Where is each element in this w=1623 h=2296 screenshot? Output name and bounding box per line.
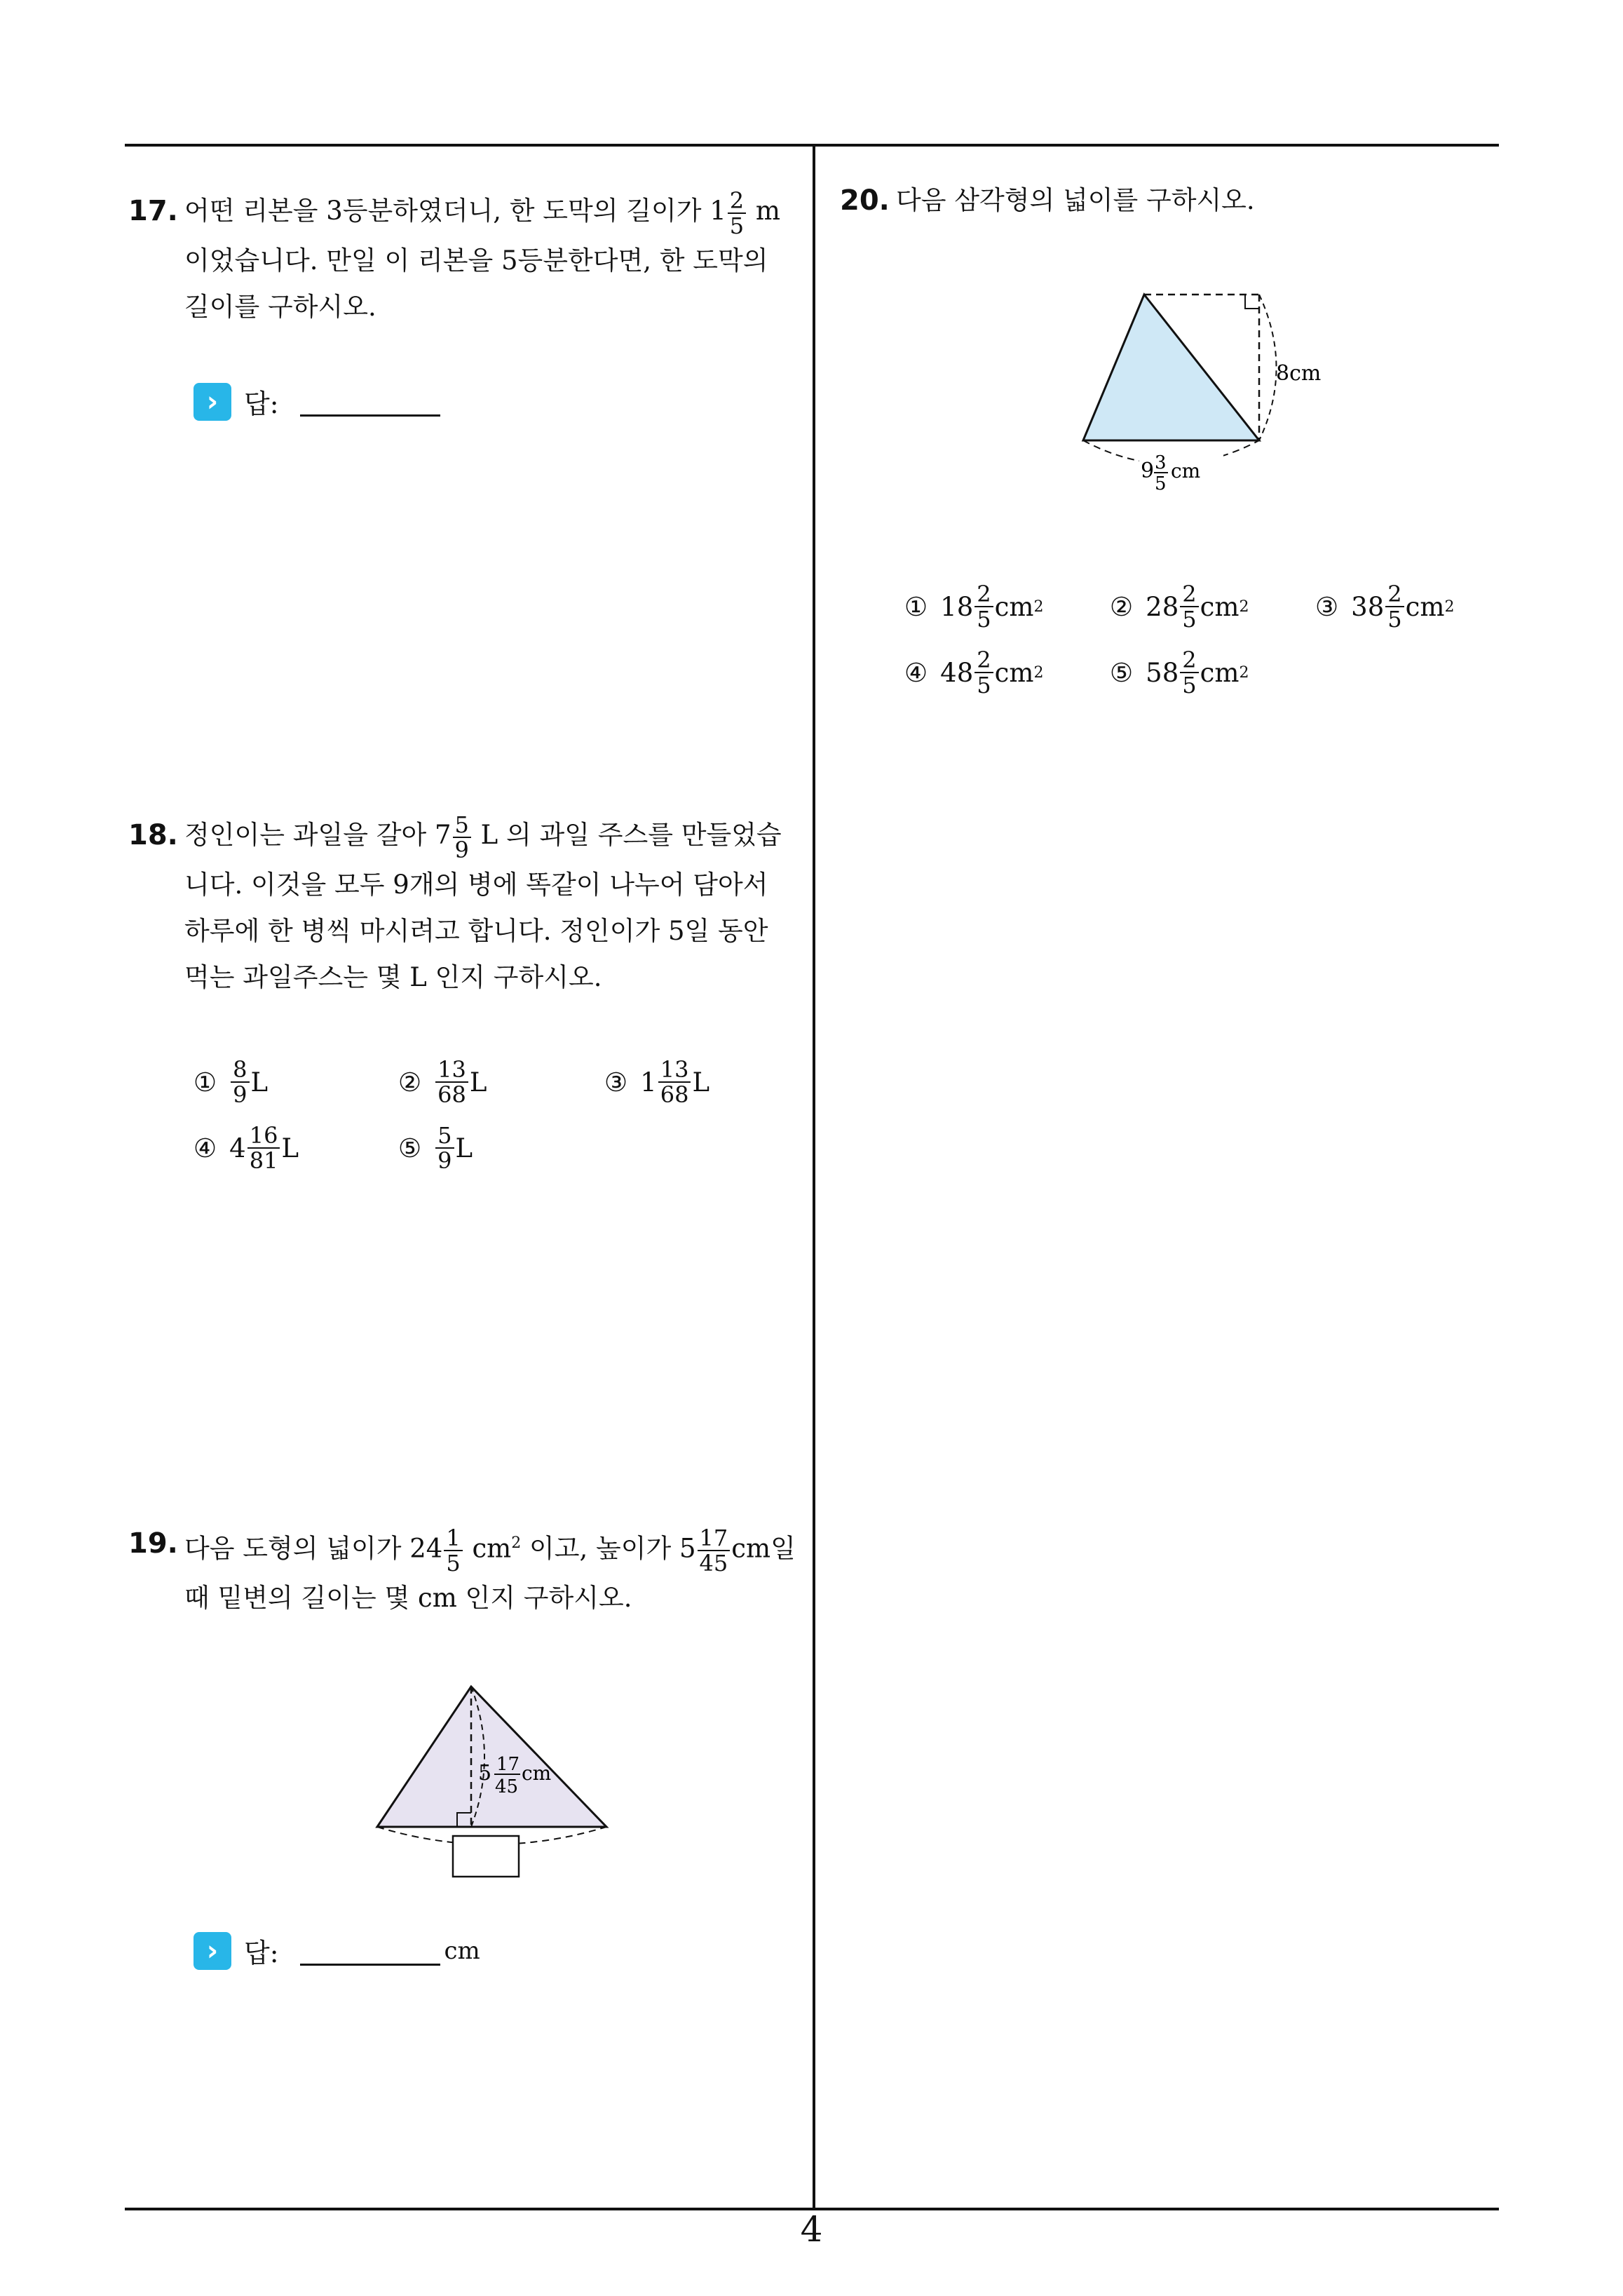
choice-marker: ① [193,1067,217,1098]
question-number: 20. [840,184,890,217]
answer-unit: cm [444,1936,480,1965]
choice-whole: 58 [1146,657,1179,688]
choice-fraction: $\frac{2}{5}$ [975,582,993,631]
height-den: 45 [495,1776,519,1797]
base-answer-box [453,1836,519,1877]
choice-marker: ④ [193,1133,217,1163]
chevron-right-icon: › [193,383,231,421]
choice-unit: L [692,1067,710,1098]
choice-5[interactable] [398,1123,473,1173]
choice-fraction: $\frac{13}{68}$ [435,1058,468,1107]
choice-1[interactable] [904,582,1043,631]
chevron-right-icon: › [193,1932,231,1970]
triangle-shape [377,1687,606,1827]
base-num: 3 [1155,452,1167,473]
choice-unit: cm [994,657,1034,688]
choice-fraction: $\frac{8}{9}$ [231,1058,249,1107]
choice-marker: ⑤ [1110,657,1134,688]
choice-marker: ① [904,591,928,622]
choice-whole: 1 [640,1067,657,1098]
choice-3[interactable] [604,1058,709,1107]
choice-fraction: $\frac{2}{5}$ [1385,582,1404,631]
choice-unit: cm [1200,591,1240,622]
base-unit: cm [1171,459,1201,482]
question-text-line: 하루에 한 병씩 마시려고 합니다. 정인이가 5일 동안 [184,915,768,946]
choice-whole: 4 [229,1133,246,1163]
triangle-figure-20 [1066,277,1360,508]
question-text-line: 정인이는 과일을 갈아 7 $\frac{5}{9}$ L 의 과일 주스를 만들었습 [184,811,782,863]
choice-marker: ⑤ [398,1133,422,1163]
triangle-shape [1083,295,1259,440]
fraction: $\frac{2}{5}$ [728,189,746,238]
choice-whole: 48 [940,657,974,688]
question-text-line: 이었습니다. 만일 이 리본을 5등분한다면, 한 도막의 [184,245,768,276]
choice-whole: 28 [1146,591,1179,622]
column-divider [813,144,815,2209]
choice-exponent: 2 [1239,663,1249,682]
choice-unit: L [469,1067,487,1098]
choice-unit: cm [1200,657,1240,688]
choice-unit: L [281,1133,299,1163]
choice-whole: 38 [1351,591,1385,622]
choice-marker: ③ [1315,591,1339,622]
choice-fraction: $\frac{13}{68}$ [658,1058,691,1107]
right-angle-mark [1245,295,1259,309]
choice-unit: cm [994,591,1034,622]
choice-whole: 18 [940,591,974,622]
choice-4[interactable] [193,1123,299,1173]
choice-exponent: 2 [1033,663,1044,682]
choice-exponent: 2 [1033,597,1044,616]
question-19 [128,1520,801,1621]
answer-19 [193,1931,480,1970]
question-text-line: 다음 삼각형의 넓이를 구하시오. [896,185,1255,215]
choice-exponent: 2 [1239,597,1249,616]
choice-fraction: $\frac{2}{5}$ [975,648,993,697]
choice-1[interactable] [193,1058,268,1107]
base-whole: 9 [1141,459,1155,483]
question-text-line: 때 밑변의 길이는 몇 cm 인지 구하시오. [184,1582,632,1613]
question-text-line: 다음 도형의 넓이가 24 $\frac{1}{5}$ $cm^2$ 이고, 높이가 5 $\frac{17}{45}$ cm일 [184,1524,796,1576]
height-arc [1259,295,1277,440]
choice-unit: L [455,1133,473,1163]
fraction: $\frac{5}{9}$ [453,813,471,862]
question-text-line: 먹는 과일주스는 몇 L 인지 구하시오. [184,961,602,992]
height-num: 17 [496,1754,520,1775]
question-17 [128,187,801,330]
question-text-line: 어떤 리본을 3등분하였더니, 한 도막의 길이가 1 $\frac{2}{5}$ m [184,187,780,239]
choice-fraction: $\frac{5}{9}$ [435,1123,454,1173]
choice-3[interactable] [1315,582,1454,631]
height-unit: cm [522,1762,552,1785]
height-label: 8cm [1276,361,1322,386]
choice-exponent: 2 [1444,597,1455,616]
base-den: 5 [1155,473,1167,494]
fraction: $\frac{1}{5}$ [444,1526,462,1575]
question-number: 18. [128,819,178,851]
question-text-line: 니다. 이것을 모두 9개의 병에 똑같이 나누어 담아서 [184,869,768,900]
question-number: 19. [128,1527,178,1560]
choice-2[interactable] [398,1058,487,1107]
question-number: 17. [128,195,178,227]
choice-unit: L [250,1067,269,1098]
choice-2[interactable] [1110,582,1249,631]
question-18 [128,811,801,1001]
triangle-figure-19 [365,1676,645,1886]
choice-marker: ② [1110,591,1134,622]
choice-fraction: $\frac{2}{5}$ [1180,582,1198,631]
question-20 [840,177,1485,224]
choice-fraction: $\frac{16}{81}$ [247,1123,280,1173]
answer-blank[interactable] [300,1936,440,1966]
height-whole: 5 [478,1761,492,1785]
choice-fraction: $\frac{2}{5}$ [1180,648,1198,697]
top-rule [125,144,1499,147]
question-text-line: 길이를 구하시오. [184,291,376,322]
page-number: 4 [800,2209,823,2250]
choice-marker: ② [398,1067,422,1098]
choice-unit: cm [1405,591,1445,622]
answer-label: 답: [244,389,279,419]
answer-label: 답: [244,1938,279,1969]
choice-5[interactable] [1110,648,1249,697]
choice-marker: ④ [904,657,928,688]
fraction: $\frac{17}{45}$ [698,1526,731,1575]
answer-blank[interactable] [300,386,440,417]
answer-17 [193,382,440,421]
choice-marker: ③ [604,1067,628,1098]
choice-4[interactable] [904,648,1043,697]
